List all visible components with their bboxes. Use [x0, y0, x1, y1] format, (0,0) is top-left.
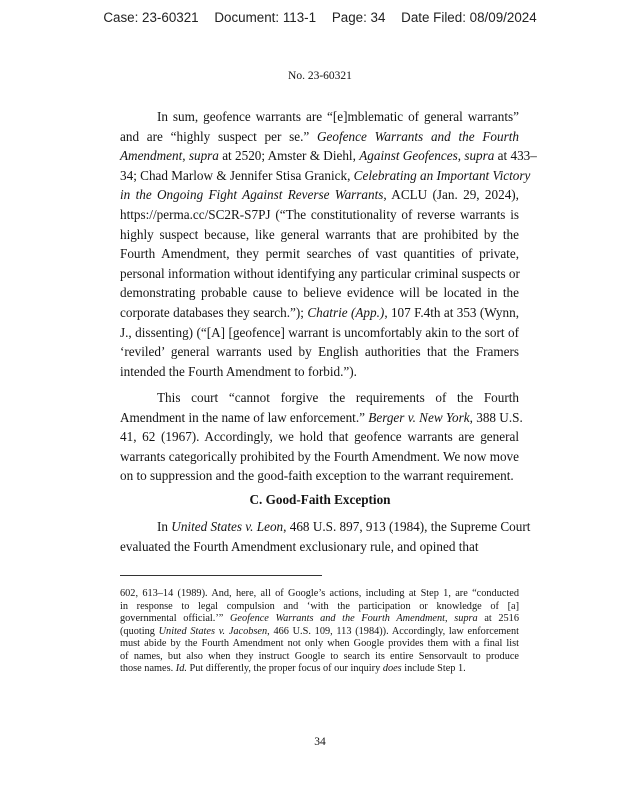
italic-run: Celebrating an Important Victory — [353, 167, 531, 183]
text-run: Amendment in the name of law enforcement.” — [120, 409, 369, 425]
text-run: , 466 U.S. 109, 113 (1984)). Accordingly, law enforcement — [267, 625, 519, 637]
case-number: Case: 23-60321 — [103, 10, 199, 25]
text-run: intended the Fourth Amendment to forbid.”). — [120, 363, 357, 379]
section-heading: C. Good-Faith Exception — [249, 492, 391, 507]
text-run: in response to legal compulsion and ‘with the participation or knowledge of [a] — [120, 600, 519, 612]
text-line — [120, 264, 519, 284]
text-run: highly suspect because, like general warrants that are prohibited by the — [120, 226, 519, 242]
text-run: https://perma.cc/SC2R-S7PJ (“The constitutionality of reverse warrants is — [120, 206, 519, 222]
text-run: This court “cannot forgive the requirements of the Fourth — [157, 390, 519, 405]
text-line — [120, 205, 519, 225]
italic-run: supra — [464, 148, 495, 164]
date-filed: Date Filed: 08/09/2024 — [401, 10, 537, 25]
text-run: , 468 U.S. 897, 913 (1984), the Supreme Court — [283, 519, 531, 534]
text-line — [120, 466, 519, 486]
text-line — [120, 388, 519, 408]
text-line — [120, 588, 519, 601]
text-run: 34; Chad Marlow & Jennifer Stisa Granick, — [120, 167, 354, 183]
text-line — [120, 408, 523, 428]
italic-run: in the Ongoing Fight Against Reverse Warrants — [120, 187, 384, 203]
text-run: those names. — [120, 663, 176, 674]
page-number: 34 — [314, 736, 326, 748]
italic-run: does — [382, 663, 402, 674]
italic-run: Id. — [175, 663, 187, 674]
text-run: , — [457, 148, 465, 164]
text-run: demonstrating probable cause to believe evidence will be located in the — [120, 285, 519, 301]
filing-page-number: Page: 34 — [331, 10, 386, 25]
text-line — [120, 342, 519, 362]
italic-run: Geofence Warrants and the Fourth Amendment — [229, 613, 446, 624]
italic-run: Berger v. New York — [368, 409, 470, 425]
text-run: 41, 62 (1967). Accordingly, we hold that geofence warrants are general — [120, 429, 519, 445]
italic-run: Against Geofences — [359, 148, 458, 164]
text-line — [120, 244, 519, 264]
text-run: Fourth Amendment, they permit searches of vast quantities of private, — [120, 246, 519, 262]
text-run: of names, but also when they instruct Google to search its entire Sensorvault to produce — [120, 650, 519, 662]
text-run: and are “highly suspect per se.” — [120, 128, 318, 144]
text-line — [120, 146, 537, 166]
text-line — [120, 663, 519, 676]
text-line — [120, 323, 519, 343]
text-run: governmental official.’” — [120, 613, 230, 624]
text-line — [120, 303, 519, 323]
text-line — [120, 447, 519, 467]
text-run: at 2520; Amster & Diehl, — [218, 148, 360, 164]
text-run: ‘reviled’ general warrants used by English authorities that the Framers — [120, 344, 519, 360]
text-run: , 388 U.S. — [469, 409, 523, 425]
text-run: , 107 F.4th at 353 (Wynn, — [384, 304, 520, 320]
italic-run: Amendment — [120, 148, 183, 164]
text-run: In — [157, 519, 172, 534]
text-line — [120, 107, 519, 127]
italic-run: Geofence Warrants and the Fourth — [317, 128, 519, 144]
text-run: , — [445, 613, 455, 624]
paragraph-leon — [120, 517, 531, 556]
text-run: , ACLU (Jan. 29, 2024), — [383, 187, 519, 203]
text-run: at 433– — [494, 148, 537, 164]
text-line — [120, 225, 519, 245]
paragraph-geofence-warrants — [120, 107, 537, 381]
text-line — [120, 185, 519, 205]
text-run: must abide by the Fourth Amendment not only when Google provides them with a final list — [120, 638, 519, 649]
paragraph-holding — [120, 388, 523, 486]
footnote-divider — [120, 575, 322, 576]
text-line — [120, 517, 531, 537]
text-run: include Step 1. — [401, 663, 466, 674]
text-run: on to suppression and the good-faith exception to the warrant requirement. — [120, 468, 514, 484]
text-run: Put differently, the proper focus of our inquiry — [186, 663, 383, 674]
text-line — [120, 601, 519, 614]
text-run: personal information without identifying any particular criminal suspects or — [120, 265, 520, 281]
text-line — [120, 651, 519, 664]
italic-run: supra — [454, 613, 478, 624]
text-line — [120, 283, 519, 303]
docket-number: No. 23-60321 — [288, 70, 352, 82]
italic-run: United States v. Jacobsen — [158, 625, 268, 637]
text-run: at 2516 — [477, 613, 519, 624]
document-number: Document: 113-1 — [214, 10, 317, 25]
text-run: 602, 613–14 (1989). And, here, all of Google’s actions, including at Step 1, are “conducted — [120, 588, 519, 599]
filing-header — [0, 10, 640, 25]
italic-run: supra — [188, 148, 219, 164]
text-run: warrants categorically prohibited by the Fourth Amendment. We now move — [120, 448, 519, 464]
text-line — [120, 537, 519, 557]
text-line — [120, 427, 519, 447]
italic-run: United States v. Leon — [171, 519, 284, 534]
text-run: In sum, geofence warrants are “[e]mblematic of general warrants” — [157, 109, 519, 124]
text-run: (quoting — [120, 625, 159, 637]
text-line — [120, 362, 519, 382]
text-run: evaluated the Fourth Amendment exclusionary rule, and opined that — [120, 538, 479, 554]
footnote-continuation — [120, 588, 519, 676]
text-line — [120, 166, 531, 186]
text-run: corporate databases they search.”); — [120, 304, 308, 320]
text-line — [120, 638, 519, 651]
text-line — [120, 626, 519, 639]
italic-run: Chatrie (App.) — [307, 304, 385, 320]
text-line — [120, 127, 519, 147]
text-run: J., dissenting) (“[A] [geofence] warrant is uncomfortably akin to the sort of — [120, 324, 519, 340]
text-run: , — [182, 148, 189, 164]
text-line — [120, 613, 519, 626]
